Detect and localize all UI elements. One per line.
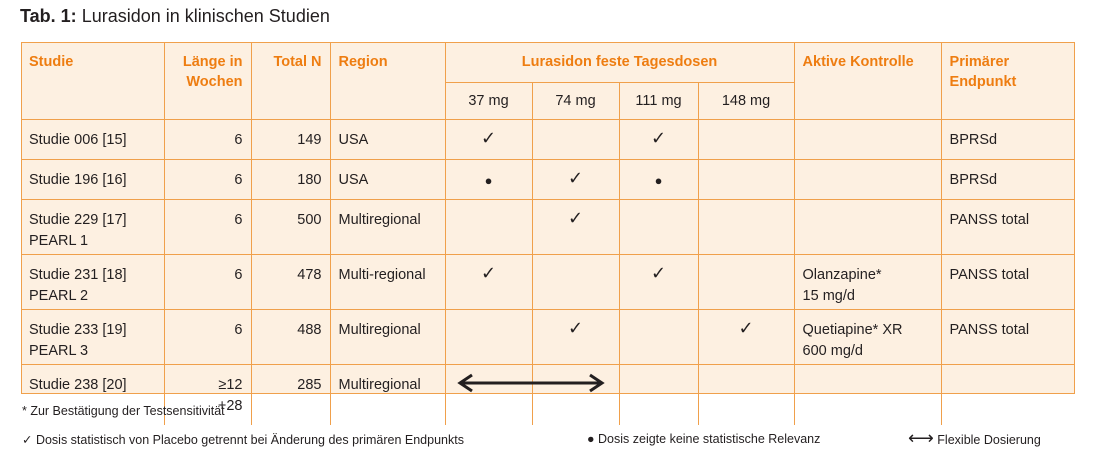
cell-control <box>794 365 941 426</box>
header-study: Studie <box>21 42 164 120</box>
header-length: Länge in Wochen <box>164 42 251 120</box>
header-region: Region <box>330 42 445 120</box>
cell-study <box>21 255 164 310</box>
cell-dose-37 <box>445 310 532 365</box>
study-id: Studie 233 [19] <box>29 322 127 338</box>
footnote-arrow-label: Flexible Dosierung <box>937 433 1041 447</box>
cell-study <box>21 310 164 365</box>
footnote-asterisk: * Zur Bestätigung der Testsensitivität <box>22 404 225 418</box>
control-dose: 600 mg/d <box>802 343 863 359</box>
length-extension: +28 <box>217 398 243 414</box>
table-row <box>21 255 1075 310</box>
cell-length: 6 <box>164 120 251 160</box>
cell-n: 285 <box>251 365 330 426</box>
cell-endpoint: BPRSd <box>941 160 1075 200</box>
cell-dose-74: ✓ <box>532 310 619 365</box>
cell-length: 6 <box>164 255 251 310</box>
study-id: Studie 229 [17] <box>29 212 127 228</box>
cell-control <box>794 120 941 160</box>
cell-dose-74 <box>532 120 619 160</box>
cell-dose-37: ✓ <box>445 120 532 160</box>
cell-length: 6 <box>164 200 251 255</box>
cell-study: Studie 006 [15] <box>21 120 164 160</box>
control-dose: 15 mg/d <box>802 288 855 304</box>
study-alias: PEARL 2 <box>29 288 89 304</box>
cell-n: 149 <box>251 120 330 160</box>
header-dose-74: 74 mg <box>532 83 619 120</box>
table-row <box>21 200 1075 255</box>
cell-study <box>21 200 164 255</box>
control-drug: Quetiapine* XR <box>802 322 903 338</box>
cell-control <box>794 200 941 255</box>
flexible-dosing-arrow-icon <box>456 373 606 393</box>
cell-dose-111: ✓ <box>619 120 698 160</box>
table-title <box>20 6 330 27</box>
table-row <box>21 160 1075 200</box>
cell-control <box>794 160 941 200</box>
footnote-check: ✓ Dosis statistisch von Placebo getrennt bei Änderung des primären Endpunkts <box>22 433 464 447</box>
cell-dose-148: ✓ <box>698 310 794 365</box>
cell-dose-148 <box>698 255 794 310</box>
header-dose-148: 148 mg <box>698 83 794 120</box>
cell-dose-37: ● <box>445 160 532 200</box>
header-control: Aktive Kontrolle <box>794 42 941 120</box>
cell-region: Multiregional <box>330 365 445 426</box>
cell-dose-37: ✓ <box>445 255 532 310</box>
cell-length: 6 <box>164 160 251 200</box>
header-row-1 <box>21 42 1075 83</box>
cell-dose-148 <box>698 365 794 426</box>
cell-dose-74: ✓ <box>532 200 619 255</box>
cell-dose-74 <box>532 255 619 310</box>
cell-study: Studie 238 [20] <box>21 365 164 426</box>
cell-endpoint: BPRSd <box>941 120 1075 160</box>
control-drug: Olanzapine* <box>802 267 882 283</box>
cell-endpoint: PANSS total <box>941 200 1075 255</box>
study-alias: PEARL 1 <box>29 233 89 249</box>
table-row <box>21 310 1075 365</box>
cell-dose-37 <box>445 365 532 426</box>
cell-length: 6 <box>164 310 251 365</box>
header-doses-group: Lurasidon feste Tagesdosen <box>445 42 794 83</box>
cell-endpoint: PANSS total <box>941 310 1075 365</box>
studies-table <box>21 42 1075 425</box>
footnote-arrow <box>908 428 1041 448</box>
table-caption: Lurasidon in klinischen Studien <box>81 6 330 26</box>
table-number: Tab. 1: <box>20 6 77 26</box>
cell-n: 478 <box>251 255 330 310</box>
footnote-dot: ● Dosis zeigte keine statistische Relevanz <box>587 432 821 446</box>
cell-dose-148 <box>698 160 794 200</box>
cell-dose-74: ✓ <box>532 160 619 200</box>
header-dose-111: 111 mg <box>619 83 698 120</box>
header-total: Total N <box>251 42 330 120</box>
cell-dose-37 <box>445 200 532 255</box>
cell-dose-111 <box>619 200 698 255</box>
cell-region: Multiregional <box>330 200 445 255</box>
cell-region: Multi-regional <box>330 255 445 310</box>
cell-dose-111 <box>619 365 698 426</box>
length-main: ≥12 <box>218 377 243 393</box>
header-dose-37: 37 mg <box>445 83 532 120</box>
study-id: Studie 231 [18] <box>29 267 127 283</box>
cell-region: USA <box>330 160 445 200</box>
cell-endpoint <box>941 365 1075 426</box>
cell-dose-111: ● <box>619 160 698 200</box>
cell-endpoint: PANSS total <box>941 255 1075 310</box>
cell-control <box>794 310 941 365</box>
cell-n: 180 <box>251 160 330 200</box>
cell-dose-111: ✓ <box>619 255 698 310</box>
cell-region: Multiregional <box>330 310 445 365</box>
cell-study: Studie 196 [16] <box>21 160 164 200</box>
table-row <box>21 120 1075 160</box>
cell-dose-111 <box>619 310 698 365</box>
cell-n: 500 <box>251 200 330 255</box>
header-endpoint: Primärer Endpunkt <box>941 42 1075 120</box>
double-arrow-icon: ⟷ <box>908 428 934 448</box>
cell-region: USA <box>330 120 445 160</box>
study-alias: PEARL 3 <box>29 343 89 359</box>
cell-dose-148 <box>698 120 794 160</box>
cell-control <box>794 255 941 310</box>
cell-dose-148 <box>698 200 794 255</box>
cell-n: 488 <box>251 310 330 365</box>
